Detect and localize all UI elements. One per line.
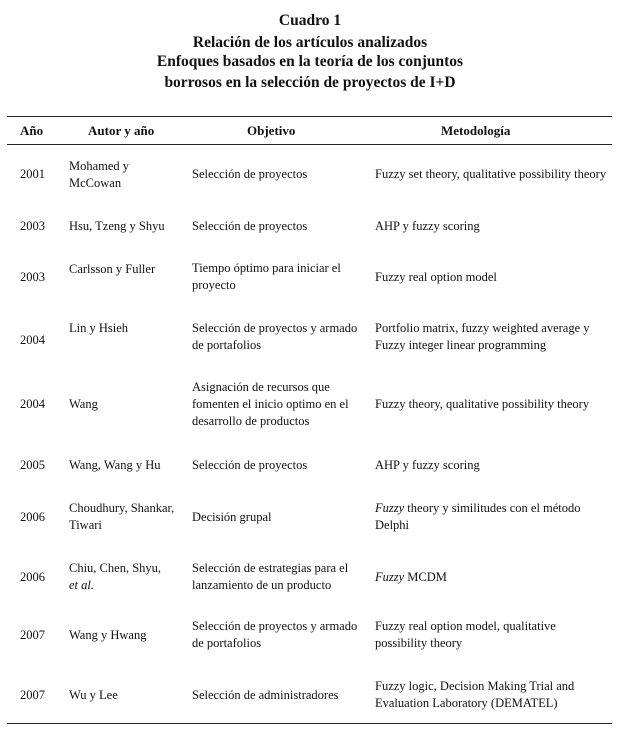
objective-cell: Selección de proyectos	[192, 457, 308, 472]
methodology-italic-term: Fuzzy	[375, 501, 405, 515]
methodology-cell: Fuzzy logic, Decision Making Trial and Evaluation Laboratory (DEMATEL)	[375, 679, 575, 710]
table-row	[0, 258, 620, 296]
objective-cell: Selección de proyectos y armado de portafolios	[192, 321, 358, 352]
objective-cell: Decisión grupal	[192, 509, 272, 524]
methodology-cell: Portfolio matrix, fuzzy weighted average y Fuzzy integer linear programming	[375, 321, 590, 352]
methodology-italic-term: Fuzzy	[375, 569, 405, 584]
year-cell: 2006	[20, 509, 45, 524]
table-row	[0, 498, 620, 536]
author-cell: Wu y Lee	[69, 687, 118, 702]
table-row	[0, 676, 620, 714]
author-cell: Lin y Hsieh	[69, 321, 129, 335]
author-cell: Wang y Hwang	[69, 627, 147, 642]
table-row	[0, 454, 620, 476]
objective-cell: Selección de proyectos	[192, 167, 308, 181]
year-cell: 2001	[20, 167, 45, 181]
methodology-cell: Fuzzy theory, qualitative possibility theory	[375, 397, 590, 411]
methodology-cell: AHP y fuzzy scoring	[375, 457, 480, 472]
objective-cell: Selección de proyectos	[192, 218, 308, 233]
year-cell: 2004	[20, 332, 45, 347]
methodology-cell: Fuzzy real option model, qualitative possibility theory	[375, 619, 556, 650]
methodology-cell: Fuzzy real option model	[375, 269, 497, 284]
table-title-line-2: Enfoques basados en la teoría de los conjuntos	[156, 53, 464, 70]
author-et-al: et al.	[69, 578, 94, 592]
table-row	[0, 318, 620, 356]
table-row	[0, 148, 620, 201]
table-top-rule	[7, 116, 612, 117]
author-names: Chiu, Chen, Shyu,	[69, 561, 162, 575]
column-header-objective: Objetivo	[247, 123, 296, 138]
year-cell: 2005	[20, 457, 45, 472]
author-cell: Wang, Wang y Hu	[69, 457, 161, 472]
table-title-line-3: borrosos en la selección de proyectos de I+D	[164, 74, 456, 91]
column-header-author: Autor y año	[88, 123, 155, 138]
author-cell: Wang	[69, 397, 98, 411]
objective-cell: Selección de administradores	[192, 687, 339, 702]
objective-cell: Selección de proyectos y armado de portafolios	[192, 619, 358, 650]
methodology-cell: Fuzzy set theory, qualitative possibility theory	[375, 167, 607, 181]
column-header-year: Año	[20, 123, 44, 138]
table-row	[0, 558, 620, 596]
table-row	[0, 616, 620, 654]
objective-cell: Tiempo óptimo para iniciar el proyecto	[192, 261, 341, 292]
methodology-text: theory y similitudes con el método Delphi	[375, 501, 581, 532]
year-cell: 2003	[20, 218, 45, 233]
year-cell: 2007	[20, 627, 45, 642]
author-cell: Carlsson y Fuller	[69, 262, 156, 276]
year-cell: 2007	[20, 687, 45, 702]
table-bottom-rule	[7, 723, 612, 724]
table-row	[0, 211, 620, 241]
year-cell: 2004	[20, 397, 45, 411]
methodology-cell	[375, 569, 447, 586]
methodology-cell	[375, 500, 610, 534]
year-cell: 2006	[20, 569, 45, 584]
table-number: Cuadro 1	[278, 12, 342, 29]
objective-cell: Selección de estrategias para el lanzamiento de un producto	[192, 561, 349, 592]
author-cell: Mohamed y McCowan	[69, 158, 130, 190]
author-cell	[69, 560, 161, 594]
year-cell: 2003	[20, 269, 45, 284]
table-row	[0, 378, 620, 431]
author-cell: Choudhury, Shankar, Tiwari	[69, 501, 175, 532]
methodology-text: MCDM	[404, 569, 447, 584]
table-header-rule	[7, 144, 612, 145]
author-cell: Hsu, Tzeng y Shyu	[69, 218, 165, 233]
table-title-line-1: Relación de los artículos analizados	[192, 34, 428, 51]
column-header-methodology: Metodología	[441, 123, 511, 138]
methodology-cell: AHP y fuzzy scoring	[375, 218, 480, 233]
objective-cell: Asignación de recursos que fomenten el inicio optimo en el desarrollo de productos	[192, 380, 349, 428]
